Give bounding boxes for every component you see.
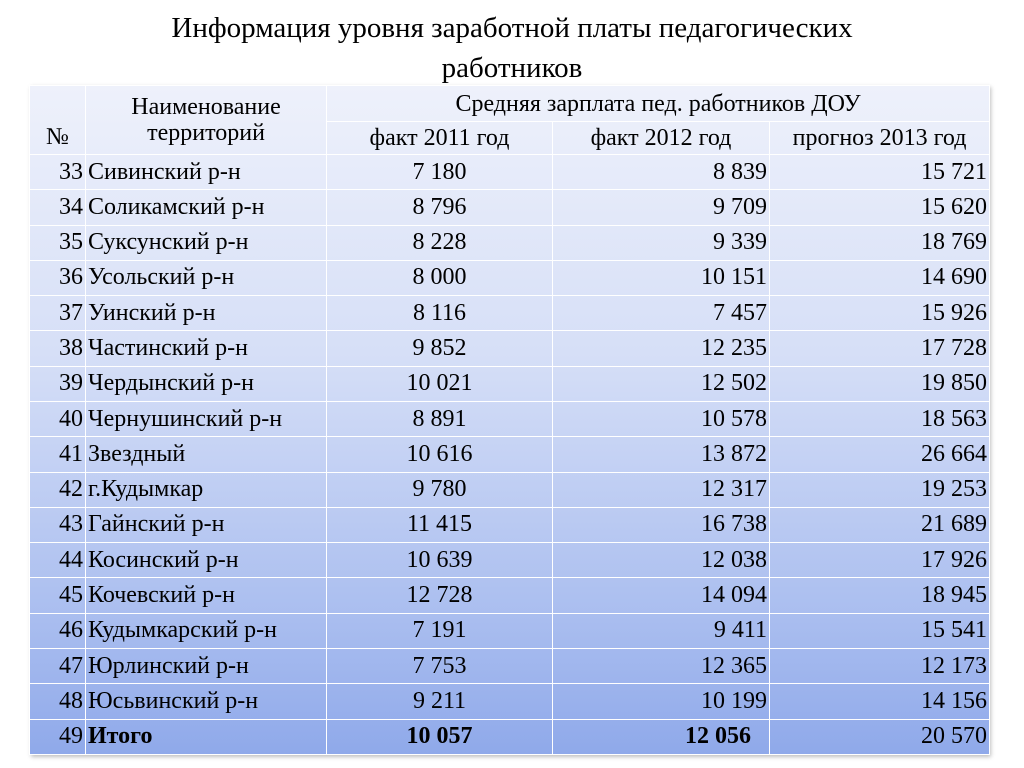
territory-name: Юсьвинский р-н (86, 684, 327, 719)
table-total-row (30, 719, 990, 755)
fact-2012-value: 12 502 (553, 366, 770, 401)
row-number: 49 (30, 719, 86, 755)
fact-2011-value: 8 796 (327, 190, 553, 225)
fact-2011-value: 9 211 (327, 684, 553, 719)
forecast-2013-value: 14 156 (770, 684, 990, 719)
forecast-2013-value: 17 728 (770, 331, 990, 366)
territory-name: Уинский р-н (86, 296, 327, 331)
fact-2012-value: 12 038 (553, 543, 770, 578)
fact-2012-value: 9 709 (553, 190, 770, 225)
fact-2011-value: 8 116 (327, 296, 553, 331)
row-number: 41 (30, 437, 86, 472)
fact-2012-value: 10 578 (553, 401, 770, 436)
row-number: 44 (30, 543, 86, 578)
fact-2011-value: 8 000 (327, 260, 553, 295)
fact-2012-value: 13 872 (553, 437, 770, 472)
territory-name: Усольский р-н (86, 260, 327, 295)
table-row (30, 648, 990, 683)
fact-2011-value: 10 616 (327, 437, 553, 472)
fact-2011-value: 9 852 (327, 331, 553, 366)
row-number: 34 (30, 190, 86, 225)
table-row (30, 366, 990, 401)
territory-name: Гайнский р-н (86, 507, 327, 542)
territory-name: Сивинский р-н (86, 155, 327, 190)
fact-2011-value: 7 191 (327, 613, 553, 648)
territory-name: Чердынский р-н (86, 366, 327, 401)
slide-title-line-1: Информация уровня заработной платы педагогических (171, 12, 853, 44)
table-row (30, 437, 990, 472)
row-number: 36 (30, 260, 86, 295)
fact-2012-value: 10 151 (553, 260, 770, 295)
forecast-2013-value: 14 690 (770, 260, 990, 295)
territory-name: Косинский р-н (86, 543, 327, 578)
forecast-2013-value: 18 563 (770, 401, 990, 436)
row-number: 42 (30, 472, 86, 507)
slide-title-line-2: работников (441, 52, 583, 84)
table-row (30, 401, 990, 436)
forecast-2013-value: 26 664 (770, 437, 990, 472)
forecast-2013-value: 12 173 (770, 648, 990, 683)
table-row (30, 507, 990, 542)
fact-2011-value: 8 891 (327, 401, 553, 436)
table-row (30, 613, 990, 648)
territory-name: Звездный (86, 437, 327, 472)
row-number: 38 (30, 331, 86, 366)
forecast-2013-value: 21 689 (770, 507, 990, 542)
fact-2012-value: 12 235 (553, 331, 770, 366)
territory-name: Юрлинский р-н (86, 648, 327, 683)
territory-name: Частинский р-н (86, 331, 327, 366)
salary-table-body (30, 155, 990, 755)
fact-2012-value: 9 339 (553, 225, 770, 260)
table-row (30, 155, 990, 190)
row-number: 39 (30, 366, 86, 401)
territory-name: Суксунский р-н (86, 225, 327, 260)
fact-2011-value: 7 180 (327, 155, 553, 190)
fact-2011-value: 7 753 (327, 648, 553, 683)
fact-2012-value: 12 317 (553, 472, 770, 507)
slide-title (0, 8, 1024, 88)
fact-2012-value: 16 738 (553, 507, 770, 542)
forecast-2013-value: 15 541 (770, 613, 990, 648)
territory-name: Соликамский р-н (86, 190, 327, 225)
row-number: 47 (30, 648, 86, 683)
fact-2012-value: 10 199 (553, 684, 770, 719)
forecast-2013-value: 17 926 (770, 543, 990, 578)
table-row (30, 331, 990, 366)
salary-table-container (29, 85, 989, 755)
row-number: 48 (30, 684, 86, 719)
row-number: 33 (30, 155, 86, 190)
forecast-2013-value: 20 570 (770, 719, 990, 755)
forecast-2013-value: 15 620 (770, 190, 990, 225)
fact-2011-value: 10 639 (327, 543, 553, 578)
fact-2011-value: 10 057 (327, 719, 553, 755)
table-row (30, 190, 990, 225)
fact-2011-value: 10 021 (327, 366, 553, 401)
table-row (30, 225, 990, 260)
header-number: № (30, 86, 86, 155)
fact-2012-value: 14 094 (553, 578, 770, 613)
header-territory-name-text: Наименование территорий (131, 94, 281, 146)
table-row (30, 684, 990, 719)
salary-table (29, 85, 990, 755)
fact-2011-value: 9 780 (327, 472, 553, 507)
row-number: 43 (30, 507, 86, 542)
fact-2012-value: 9 411 (553, 613, 770, 648)
row-number: 35 (30, 225, 86, 260)
table-row (30, 296, 990, 331)
fact-2012-value: 7 457 (553, 296, 770, 331)
fact-2011-value: 11 415 (327, 507, 553, 542)
header-fact-2011: факт 2011 год (327, 122, 553, 155)
row-number: 46 (30, 613, 86, 648)
forecast-2013-value: 19 253 (770, 472, 990, 507)
table-row (30, 578, 990, 613)
forecast-2013-value: 18 769 (770, 225, 990, 260)
fact-2012-value: 8 839 (553, 155, 770, 190)
territory-name: Кочевский р-н (86, 578, 327, 613)
fact-2011-value: 12 728 (327, 578, 553, 613)
fact-2012-value: 12 056 (553, 719, 770, 755)
territory-name: Кудымкарский р-н (86, 613, 327, 648)
row-number: 37 (30, 296, 86, 331)
forecast-2013-value: 18 945 (770, 578, 990, 613)
territory-name: г.Кудымкар (86, 472, 327, 507)
forecast-2013-value: 15 926 (770, 296, 990, 331)
table-row (30, 472, 990, 507)
header-fact-2012: факт 2012 год (553, 122, 770, 155)
table-row (30, 260, 990, 295)
table-row (30, 543, 990, 578)
row-number: 40 (30, 401, 86, 436)
fact-2012-value: 12 365 (553, 648, 770, 683)
header-territory-name (86, 86, 327, 155)
territory-name: Итого (86, 719, 327, 755)
fact-2011-value: 8 228 (327, 225, 553, 260)
row-number: 45 (30, 578, 86, 613)
header-forecast-2013: прогноз 2013 год (770, 122, 990, 155)
territory-name: Чернушинский р-н (86, 401, 327, 436)
header-salary-group: Средняя зарплата пед. работников ДОУ (327, 86, 990, 122)
forecast-2013-value: 19 850 (770, 366, 990, 401)
forecast-2013-value: 15 721 (770, 155, 990, 190)
